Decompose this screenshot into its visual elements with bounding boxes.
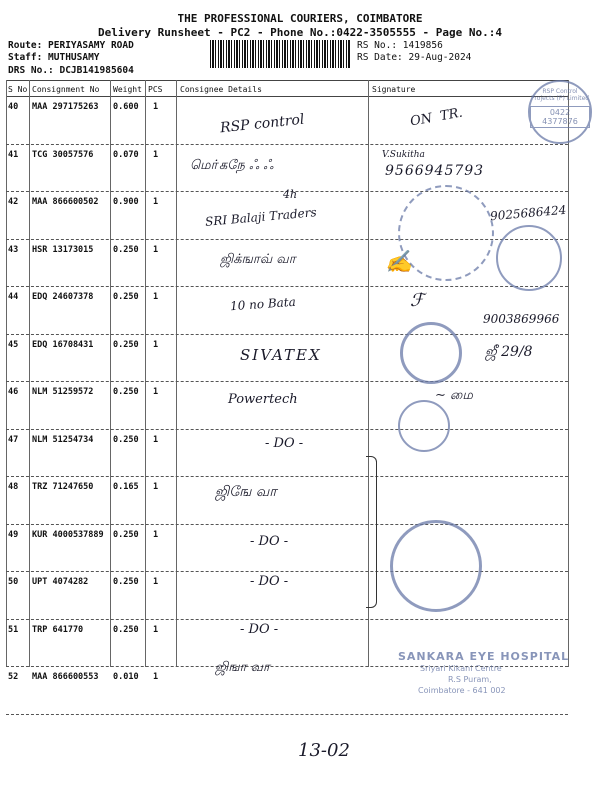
row-pcs: 1: [153, 197, 159, 207]
stamp-phone: 0422 4377876: [530, 106, 590, 128]
table-top-border: [6, 80, 568, 81]
row-consignment-no: TRZ 71247650: [32, 482, 94, 492]
row-weight: 0.250: [113, 292, 139, 302]
row-weight: 0.165: [113, 482, 139, 492]
row-consignment-no: KUR 4000537889: [32, 529, 104, 540]
rs-number: RS No.: 1419856: [357, 40, 443, 51]
row-consignment-no: MAA 866600502: [32, 197, 99, 207]
row-weight: 0.250: [113, 434, 139, 445]
handwritten-phone: 9003869966: [483, 312, 560, 326]
col-header-consignment: Consignment No: [32, 85, 100, 94]
row-sno: 46: [8, 387, 19, 397]
handwritten-ditto: - DO -: [265, 436, 304, 451]
round-stamp: [390, 520, 482, 612]
column-divider: [110, 80, 111, 667]
handwritten-signature: ✍: [385, 250, 413, 275]
handwritten-consignee: 10 no Bata: [229, 294, 297, 314]
handwritten-consignee: SRI Balaji Traders: [204, 205, 318, 229]
row-consignment-no: HSR 13173015: [32, 244, 94, 255]
row-weight: 0.010: [113, 672, 139, 682]
round-stamp: [398, 400, 450, 452]
row-pcs: 1: [153, 244, 159, 255]
handwritten-signature: ℱ: [410, 290, 425, 311]
row-pcs: 1: [153, 482, 159, 492]
handwritten-tamil-name: மொ்கநே ஃ ஃ: [190, 158, 274, 173]
row-pcs: 1: [153, 292, 159, 302]
row-pcs: 1: [153, 434, 159, 445]
row-consignment-no: TCG 30057576: [32, 149, 94, 160]
handwritten-ditto: - DO -: [250, 534, 289, 549]
col-header-signature: Signature: [372, 85, 416, 94]
row-separator: [6, 381, 568, 382]
handwritten-note: 4h: [283, 188, 298, 201]
hospital-stamp-line: Sriyari Kikani Centre: [420, 664, 502, 673]
table-header-border: [6, 96, 568, 97]
drs-number: DRS No.: DCJB141985604: [8, 65, 134, 76]
row-sno: 48: [8, 482, 19, 492]
barcode-image: [210, 40, 350, 68]
row-sno: 51: [8, 624, 19, 635]
handwritten-tamil-name: ஜிஙா வா: [215, 660, 270, 675]
handwritten-phone: 9025686424: [489, 202, 567, 224]
row-sno: 47: [8, 434, 19, 445]
row-weight: 0.250: [113, 577, 139, 587]
rs-date: RS Date: 29-Aug-2024: [357, 52, 472, 63]
handwritten-consignee: RSP control: [219, 111, 306, 137]
row-separator: [6, 334, 568, 335]
column-divider: [6, 80, 7, 667]
row-sno: 40: [8, 102, 19, 112]
handwritten-signature: ஜீ 29/8: [485, 344, 533, 360]
row-separator: [6, 714, 568, 715]
row-separator: [6, 429, 568, 430]
handwritten-tamil-name: ஜிக்ஙாவ் வா: [220, 252, 296, 267]
handwritten-ditto: - DO -: [250, 574, 289, 589]
handwritten-consignee: SIVATEX: [240, 346, 322, 364]
row-consignment-no: TRP 641770: [32, 624, 84, 635]
hospital-stamp-name: SANKARA EYE HOSPITAL: [398, 650, 570, 663]
handwritten-ditto: - DO -: [240, 622, 279, 637]
col-header-consignee: Consignee Details: [180, 85, 262, 94]
row-weight: 0.250: [113, 244, 139, 255]
row-pcs: 1: [153, 577, 159, 587]
row-pcs: 1: [153, 624, 159, 635]
row-separator: [6, 619, 568, 620]
round-stamp: [398, 185, 494, 281]
col-header-pcs: PCS: [148, 85, 163, 94]
row-pcs: 1: [153, 529, 159, 540]
row-pcs: 1: [153, 672, 159, 682]
row-consignment-no: NLM 51259572: [32, 387, 94, 397]
row-consignment-no: MAA 297175263: [32, 102, 99, 112]
row-weight: 0.600: [113, 102, 139, 112]
row-sno: 41: [8, 149, 19, 160]
round-stamp: [400, 322, 462, 384]
row-pcs: 1: [153, 149, 159, 160]
column-divider: [176, 80, 177, 667]
row-sno: 43: [8, 244, 19, 255]
row-weight: 0.250: [113, 339, 139, 350]
row-consignment-no: EDQ 24607378: [32, 292, 94, 302]
row-weight: 0.250: [113, 387, 139, 397]
row-separator: [6, 571, 568, 572]
hospital-stamp-line: R.S Puram,: [448, 675, 492, 684]
handwritten-tamil-name: ஜிஙே வா: [215, 484, 277, 500]
handwritten-count: 13-02: [298, 740, 350, 761]
row-consignment-no: MAA 866600553: [32, 672, 99, 682]
hospital-stamp-line: Coimbatore - 641 002: [418, 686, 506, 695]
row-consignment-no: UPT 4074282: [32, 577, 89, 587]
row-consignment-no: NLM 51254734: [32, 434, 94, 445]
column-divider: [568, 80, 569, 667]
route-label: Route: PERIYASAMY ROAD: [8, 40, 134, 51]
row-consignment-no: EDQ 16708431: [32, 339, 94, 350]
handwritten-signature: ∼ மை: [435, 388, 473, 403]
row-sno: 52: [8, 672, 19, 682]
row-weight: 0.250: [113, 529, 139, 540]
row-separator: [6, 286, 568, 287]
row-sno: 42: [8, 197, 19, 207]
round-stamp: [496, 225, 562, 291]
handwritten-phone: 9566945793: [385, 163, 485, 179]
company-title: THE PROFESSIONAL COURIERS, COIMBATORE: [177, 12, 423, 25]
handwritten-bracket: [366, 456, 377, 608]
company-stamp: [528, 80, 592, 144]
handwritten-receiver-name: V.Sukitha: [382, 150, 425, 160]
row-separator: [6, 476, 568, 477]
row-sno: 50: [8, 577, 19, 587]
column-divider: [29, 80, 30, 667]
row-sno: 44: [8, 292, 19, 302]
row-weight: 0.900: [113, 197, 139, 207]
row-pcs: 1: [153, 387, 159, 397]
stamp-company-name: RSP Control Projects (P) Limited: [530, 88, 590, 102]
row-separator: [6, 524, 568, 525]
row-pcs: 1: [153, 102, 159, 112]
column-divider: [145, 80, 146, 667]
row-weight: 0.070: [113, 149, 139, 160]
row-weight: 0.250: [113, 624, 139, 635]
col-header-sno: S No: [8, 85, 28, 94]
row-pcs: 1: [153, 339, 159, 350]
row-sno: 45: [8, 339, 19, 350]
row-separator: [6, 144, 568, 145]
handwritten-consignee: Powertech: [228, 392, 298, 407]
handwritten-signature: ON TR.: [409, 105, 464, 130]
col-header-weight: Weight: [113, 85, 142, 94]
runsheet-subtitle: Delivery Runsheet - PC2 - Phone No.:0422-3505555 - Page No.:4: [98, 26, 502, 39]
staff-label: Staff: MUTHUSAMY: [8, 52, 100, 63]
row-sno: 49: [8, 529, 19, 540]
